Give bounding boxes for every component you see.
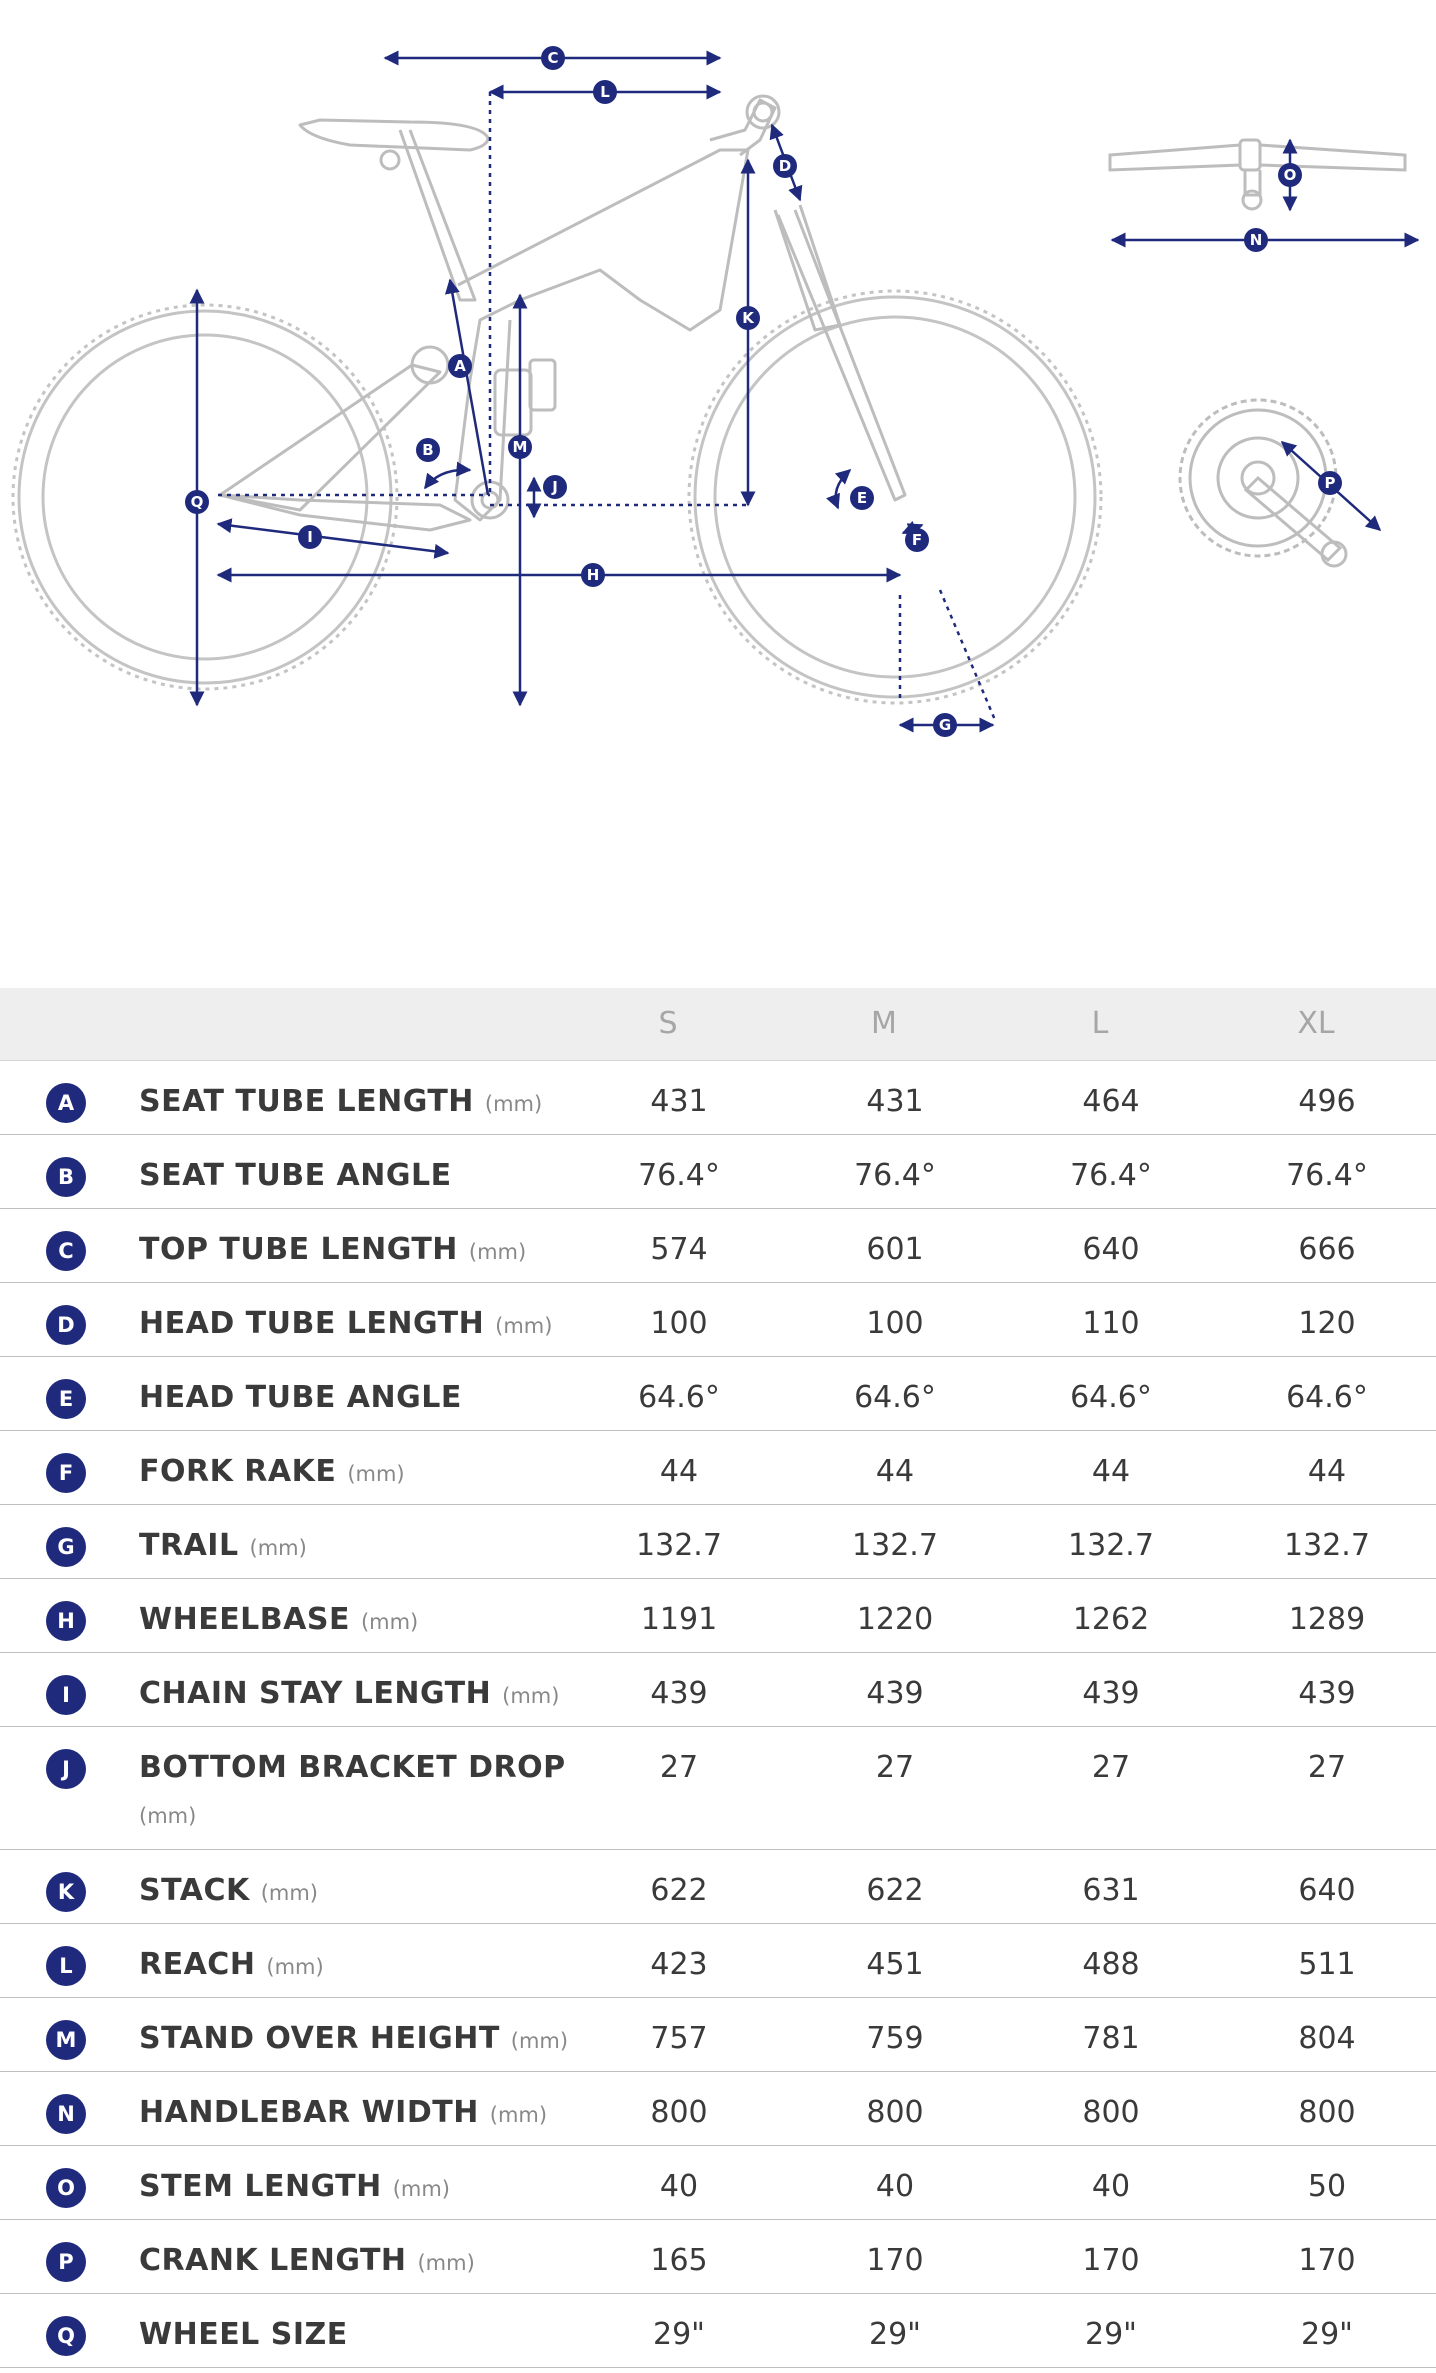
value-cell-s: 757	[650, 2021, 708, 2056]
value-cell-xl: 1289	[1288, 1602, 1366, 1637]
value-cell-l: 1262	[1072, 1602, 1150, 1637]
measurement-label	[139, 1523, 579, 1571]
table-row	[0, 1727, 1436, 1850]
value-cell-m: 1220	[856, 1602, 934, 1637]
measurement-name: CRANK LENGTH	[139, 2243, 407, 2278]
table-row	[0, 1924, 1436, 1998]
size-header-row	[0, 988, 1436, 1061]
svg-text:I: I	[307, 528, 313, 546]
table-row	[0, 1998, 1436, 2072]
value-cell-s: 165	[650, 2243, 708, 2278]
marker-q	[185, 490, 209, 514]
measurement-unit: (mm)	[360, 1610, 419, 1634]
value-cell-m: 64.6°	[854, 1380, 936, 1415]
svg-text:N: N	[1249, 231, 1263, 249]
value-cell-xl: 120	[1298, 1306, 1356, 1341]
measurement-name: WHEEL SIZE	[139, 2317, 348, 2352]
value-cell-l: 800	[1082, 2095, 1140, 2130]
value-cell-m: 601	[866, 1232, 924, 1267]
measurement-name: STAND OVER HEIGHT	[139, 2021, 500, 2056]
value-cell-xl: 132.7	[1284, 1528, 1370, 1563]
bike-geometry-diagram	[0, 0, 1436, 800]
marker-c	[541, 46, 565, 70]
value-cell-m: 759	[866, 2021, 924, 2056]
measurement-unit: (mm)	[139, 1804, 197, 1828]
value-cell-l: 27	[1091, 1750, 1131, 1785]
value-cell-l: 64.6°	[1070, 1380, 1152, 1415]
marker-a	[448, 354, 472, 378]
value-cell-xl: 666	[1298, 1232, 1356, 1267]
row-letter-badge: H	[46, 1601, 86, 1641]
measurement-label	[139, 1868, 579, 1916]
value-cell-l: 110	[1082, 1306, 1140, 1341]
marker-e	[850, 486, 874, 510]
table-row	[0, 2072, 1436, 2146]
size-header-m: M	[871, 1006, 897, 1041]
value-cell-xl: 64.6°	[1286, 1380, 1368, 1415]
measurement-name: SEAT TUBE ANGLE	[139, 1158, 452, 1193]
value-cell-xl: 27	[1307, 1750, 1347, 1785]
value-cell-m: 100	[866, 1306, 924, 1341]
value-cell-s: 100	[650, 1306, 708, 1341]
row-letter-badge: A	[46, 1083, 86, 1123]
value-cell-s: 44	[659, 1454, 699, 1489]
size-header-s: S	[658, 1006, 678, 1041]
value-cell-s: 40	[659, 2169, 699, 2204]
value-cell-xl: 640	[1298, 1873, 1356, 1908]
measurement-label	[139, 1227, 579, 1275]
row-letter-badge: I	[46, 1675, 86, 1715]
value-cell-m: 622	[866, 1873, 924, 1908]
marker-p	[1318, 471, 1342, 495]
measurement-label	[139, 1745, 579, 1839]
measurement-name: HEAD TUBE LENGTH	[139, 1306, 485, 1341]
measurement-label	[139, 2016, 579, 2064]
value-cell-s: 622	[650, 1873, 708, 1908]
measurement-label	[139, 2164, 579, 2212]
value-cell-m: 800	[866, 2095, 924, 2130]
measurement-label	[139, 1153, 579, 1199]
measurement-label	[139, 1079, 579, 1127]
value-cell-s: 27	[659, 1750, 699, 1785]
value-cell-l: 781	[1082, 2021, 1140, 2056]
row-letter-badge: F	[46, 1453, 86, 1493]
value-cell-s: 431	[650, 1084, 708, 1119]
measurement-unit: (mm)	[347, 1462, 405, 1486]
value-cell-xl: 29"	[1301, 2317, 1353, 2352]
value-cell-s: 64.6°	[638, 1380, 720, 1415]
value-cell-xl: 511	[1298, 1947, 1356, 1982]
marker-m	[508, 435, 532, 459]
row-letter-badge: E	[46, 1379, 86, 1419]
geometry-table	[0, 988, 1436, 2368]
measurement-name: HEAD TUBE ANGLE	[139, 1380, 462, 1415]
svg-text:G: G	[938, 716, 952, 734]
value-cell-xl: 800	[1298, 2095, 1356, 2130]
marker-i	[298, 525, 322, 549]
table-row	[0, 1061, 1436, 1135]
value-cell-s: 76.4°	[638, 1158, 720, 1193]
measurement-name: CHAIN STAY LENGTH	[139, 1676, 492, 1711]
size-header-xl: XL	[1297, 1006, 1335, 1041]
table-row	[0, 2220, 1436, 2294]
svg-text:D: D	[778, 157, 792, 175]
table-row	[0, 2146, 1436, 2220]
value-cell-l: 170	[1082, 2243, 1140, 2278]
table-row	[0, 1653, 1436, 1727]
measurement-label	[139, 2090, 579, 2138]
svg-text:Q: Q	[190, 493, 204, 511]
value-cell-m: 451	[866, 1947, 924, 1982]
svg-text:F: F	[911, 531, 923, 549]
value-cell-s: 439	[650, 1676, 708, 1711]
row-letter-badge: Q	[46, 2316, 86, 2356]
value-cell-xl: 50	[1307, 2169, 1347, 2204]
table-row	[0, 1283, 1436, 1357]
marker-l	[593, 80, 617, 104]
measurement-unit: (mm)	[484, 1092, 543, 1116]
size-header-l: L	[1091, 1006, 1109, 1041]
svg-text:B: B	[422, 441, 434, 459]
value-cell-l: 29"	[1085, 2317, 1137, 2352]
value-cell-s: 423	[650, 1947, 708, 1982]
table-row	[0, 1209, 1436, 1283]
svg-text:K: K	[742, 309, 754, 327]
svg-text:P: P	[1324, 474, 1336, 492]
measurement-unit: (mm)	[392, 2177, 451, 2201]
row-letter-badge: P	[46, 2242, 86, 2282]
marker-j	[543, 475, 567, 499]
measurement-label	[139, 1597, 579, 1645]
measurement-name: HANDLEBAR WIDTH	[139, 2095, 479, 2130]
measurement-unit: (mm)	[468, 1240, 527, 1264]
svg-text:E: E	[856, 489, 868, 507]
row-letter-badge: N	[46, 2094, 86, 2134]
handlebar-detail	[1110, 140, 1405, 209]
measurement-name: BOTTOM BRACKET DROP	[139, 1750, 566, 1785]
value-cell-l: 640	[1082, 1232, 1140, 1267]
table-row	[0, 1431, 1436, 1505]
svg-text:J: J	[552, 478, 558, 496]
value-cell-m: 431	[866, 1084, 924, 1119]
value-cell-s: 1191	[640, 1602, 718, 1637]
value-cell-l: 132.7	[1068, 1528, 1154, 1563]
measurement-unit: (mm)	[249, 1536, 307, 1560]
value-cell-s: 800	[650, 2095, 708, 2130]
measurement-unit: (mm)	[417, 2251, 475, 2275]
measurement-label	[139, 1671, 579, 1719]
marker-g	[933, 713, 957, 737]
marker-o	[1278, 163, 1302, 187]
value-cell-xl: 804	[1298, 2021, 1356, 2056]
value-cell-m: 439	[866, 1676, 924, 1711]
measurement-label	[139, 2238, 579, 2286]
value-cell-m: 27	[875, 1750, 915, 1785]
marker-d	[773, 154, 797, 178]
svg-text:L: L	[600, 83, 610, 101]
marker-h	[581, 563, 605, 587]
measurement-label	[139, 1449, 579, 1497]
value-cell-l: 40	[1091, 2169, 1131, 2204]
row-letter-badge: L	[46, 1946, 86, 1986]
table-row	[0, 2294, 1436, 2368]
table-row	[0, 1135, 1436, 1209]
value-cell-l: 439	[1082, 1676, 1140, 1711]
measurement-unit: (mm)	[489, 2103, 548, 2127]
svg-text:O: O	[1283, 166, 1297, 184]
table-row	[0, 1505, 1436, 1579]
measurement-unit: (mm)	[266, 1955, 324, 1979]
table-row	[0, 1579, 1436, 1653]
measurement-name: TOP TUBE LENGTH	[139, 1232, 458, 1267]
value-cell-l: 44	[1091, 1454, 1131, 1489]
table-row	[0, 1357, 1436, 1431]
value-cell-l: 631	[1082, 1873, 1140, 1908]
row-letter-badge: O	[46, 2168, 86, 2208]
row-letter-badge: C	[46, 1231, 86, 1271]
svg-text:A: A	[454, 357, 466, 375]
value-cell-xl: 439	[1298, 1676, 1356, 1711]
value-cell-m: 29"	[869, 2317, 921, 2352]
value-cell-m: 170	[866, 2243, 924, 2278]
table-row	[0, 1850, 1436, 1924]
svg-text:H: H	[586, 566, 600, 584]
value-cell-m: 40	[875, 2169, 915, 2204]
measurement-name: WHEELBASE	[139, 1602, 350, 1637]
measurement-name: STEM LENGTH	[139, 2169, 382, 2204]
measurement-name: STACK	[139, 1873, 250, 1908]
measurement-name: REACH	[139, 1947, 256, 1982]
value-cell-s: 132.7	[636, 1528, 722, 1563]
value-cell-l: 76.4°	[1070, 1158, 1152, 1193]
measurement-label	[139, 1301, 579, 1349]
value-cell-m: 76.4°	[854, 1158, 936, 1193]
marker-n	[1244, 228, 1268, 252]
svg-text:M: M	[512, 438, 528, 456]
measurement-name: FORK RAKE	[139, 1454, 337, 1489]
row-letter-badge: B	[46, 1157, 86, 1197]
measurement-label	[139, 1942, 579, 1990]
measurement-label	[139, 1375, 579, 1421]
value-cell-l: 488	[1082, 1947, 1140, 1982]
marker-k	[736, 306, 760, 330]
value-cell-xl: 496	[1298, 1084, 1356, 1119]
measurement-unit: (mm)	[260, 1881, 318, 1905]
svg-text:C: C	[547, 49, 559, 67]
measurement-unit: (mm)	[502, 1684, 560, 1708]
value-cell-m: 44	[875, 1454, 915, 1489]
measurement-label	[139, 2312, 579, 2358]
measurement-unit: (mm)	[495, 1314, 553, 1338]
row-letter-badge: M	[46, 2020, 86, 2060]
value-cell-s: 29"	[653, 2317, 705, 2352]
marker-b	[416, 438, 440, 462]
row-letter-badge: G	[46, 1527, 86, 1567]
row-letter-badge: J	[46, 1749, 86, 1789]
measurement-name: TRAIL	[139, 1528, 239, 1563]
row-letter-badge: K	[46, 1872, 86, 1912]
marker-f	[905, 528, 929, 552]
value-cell-m: 132.7	[852, 1528, 938, 1563]
value-cell-xl: 170	[1298, 2243, 1356, 2278]
value-cell-xl: 44	[1307, 1454, 1347, 1489]
value-cell-l: 464	[1082, 1084, 1140, 1119]
measurement-name: SEAT TUBE LENGTH	[139, 1084, 474, 1119]
value-cell-xl: 76.4°	[1286, 1158, 1368, 1193]
value-cell-s: 574	[650, 1232, 708, 1267]
row-letter-badge: D	[46, 1305, 86, 1345]
measurement-unit: (mm)	[510, 2029, 569, 2053]
